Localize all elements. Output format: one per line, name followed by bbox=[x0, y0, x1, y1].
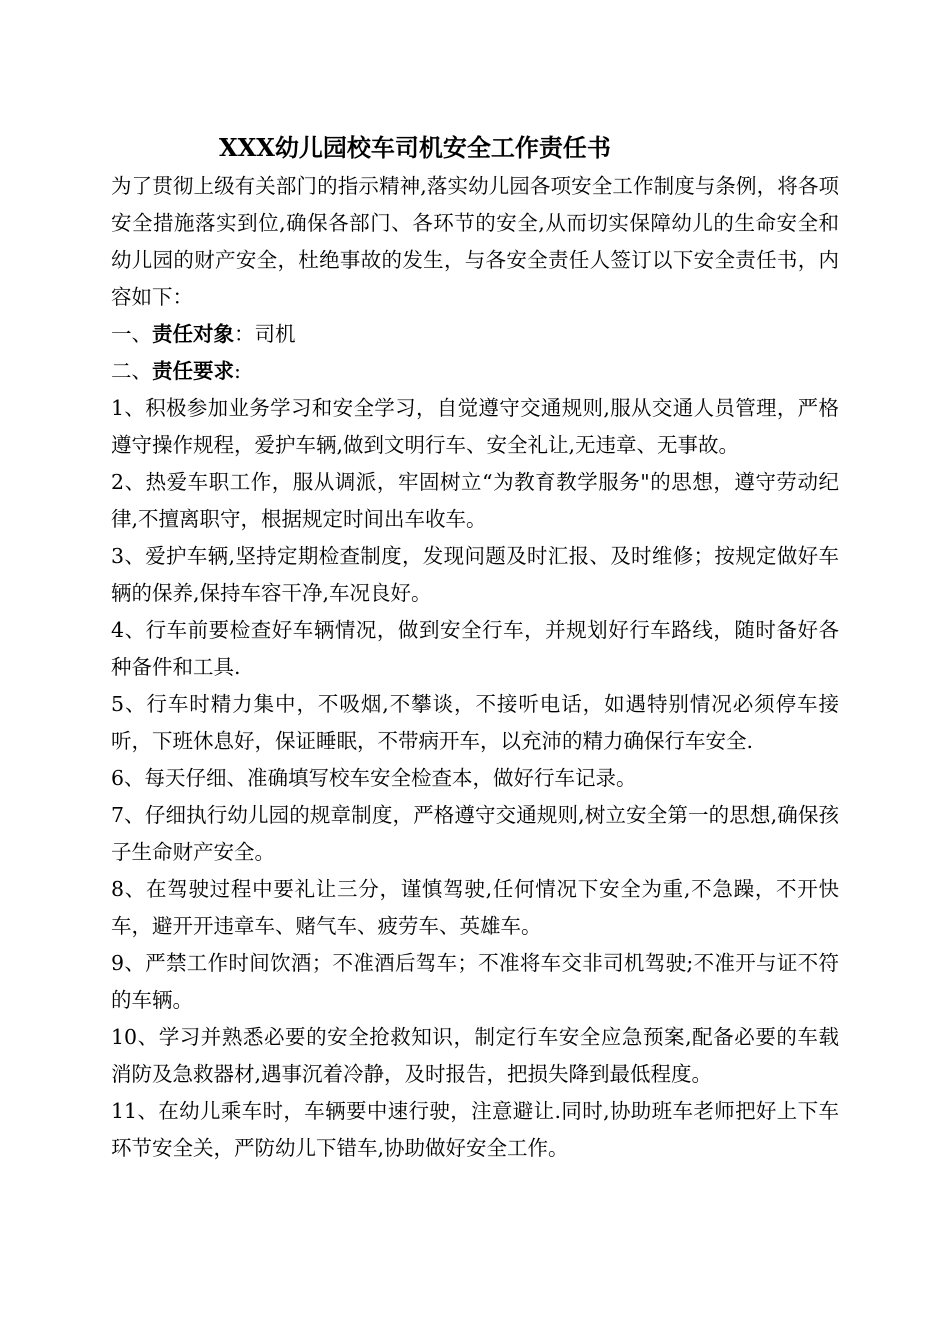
section-responsibility-target bbox=[111, 316, 839, 353]
document-title: XXX幼儿园校车司机安全工作责任书 bbox=[219, 133, 611, 162]
section1-prefix: 一、 bbox=[111, 322, 152, 346]
section2-label: 责任要求 bbox=[152, 359, 234, 383]
section1-colon: ： bbox=[234, 322, 255, 346]
section1-label: 责任对象 bbox=[152, 322, 234, 346]
requirement-item-5: 5、行车时精力集中，不吸烟,不攀谈，不接听电话，如遇特别情况必须停车接听，下班休息好，保证睡眠，不带病开车，以充沛的精力确保行车安全. bbox=[111, 692, 839, 753]
section-responsibility-requirements bbox=[111, 353, 839, 390]
requirement-item-3: 3、爱护车辆,坚持定期检查制度，发现问题及时汇报、及时维修；按规定做好车辆的保养,保持车容干净,车况良好。 bbox=[111, 544, 839, 605]
requirement-item-11: 11、在幼儿乘车时，车辆要中速行驶，注意避让.同时,协助班车老师把好上下车环节安全关，严防幼儿下错车,协助做好安全工作。 bbox=[111, 1099, 839, 1160]
section2-colon: : bbox=[234, 359, 241, 383]
intro-paragraph: 为了贯彻上级有关部门的指示精神,落实幼儿园各项安全工作制度与条例，将各项安全措施落实到位,确保各部门、各环节的安全,从而切实保障幼儿的生命安全和幼儿园的财产安全，杜绝事故的发生，与各安全责任人签订以下安全责任书，内容如下： bbox=[111, 174, 839, 309]
requirement-item-9: 9、严禁工作时间饮酒；不准酒后驾车；不准将车交非司机驾驶;不准开与证不符的车辆。 bbox=[111, 951, 839, 1012]
section1-value: 司机 bbox=[254, 322, 296, 346]
requirement-item-2: 2、热爱车职工作，服从调派，牢固树立“为教育教学服务"的思想，遵守劳动纪律,不擅离职守，根据规定时间出车收车。 bbox=[111, 470, 839, 531]
document-body bbox=[111, 168, 839, 1167]
requirement-item-10: 10、学习并熟悉必要的安全抢救知识，制定行车安全应急预案,配备必要的车载消防及急救器材,遇事沉着冷静，及时报告，把损失降到最低程度。 bbox=[111, 1025, 839, 1086]
section2-prefix: 二、 bbox=[111, 359, 152, 383]
requirement-item-6: 6、每天仔细、准确填写校车安全检查本，做好行车记录。 bbox=[111, 766, 637, 790]
requirement-item-1: 1、积极参加业务学习和安全学习，自觉遵守交通规则,服从交通人员管理，严格遵守操作规程，爱护车辆,做到文明行车、安全礼让,无违章、无事故。 bbox=[111, 396, 839, 457]
requirement-item-4: 4、行车前要检查好车辆情况，做到安全行车，并规划好行车路线，随时备好各种备件和工具. bbox=[111, 618, 839, 679]
requirement-item-7: 7、仔细执行幼儿园的规章制度，严格遵守交通规则,树立安全第一的思想,确保孩子生命财产安全。 bbox=[111, 803, 839, 864]
requirement-item-8: 8、在驾驶过程中要礼让三分，谨慎驾驶,任何情况下安全为重,不急躁，不开快车，避开开违章车、赌气车、疲劳车、英雄车。 bbox=[111, 877, 839, 938]
